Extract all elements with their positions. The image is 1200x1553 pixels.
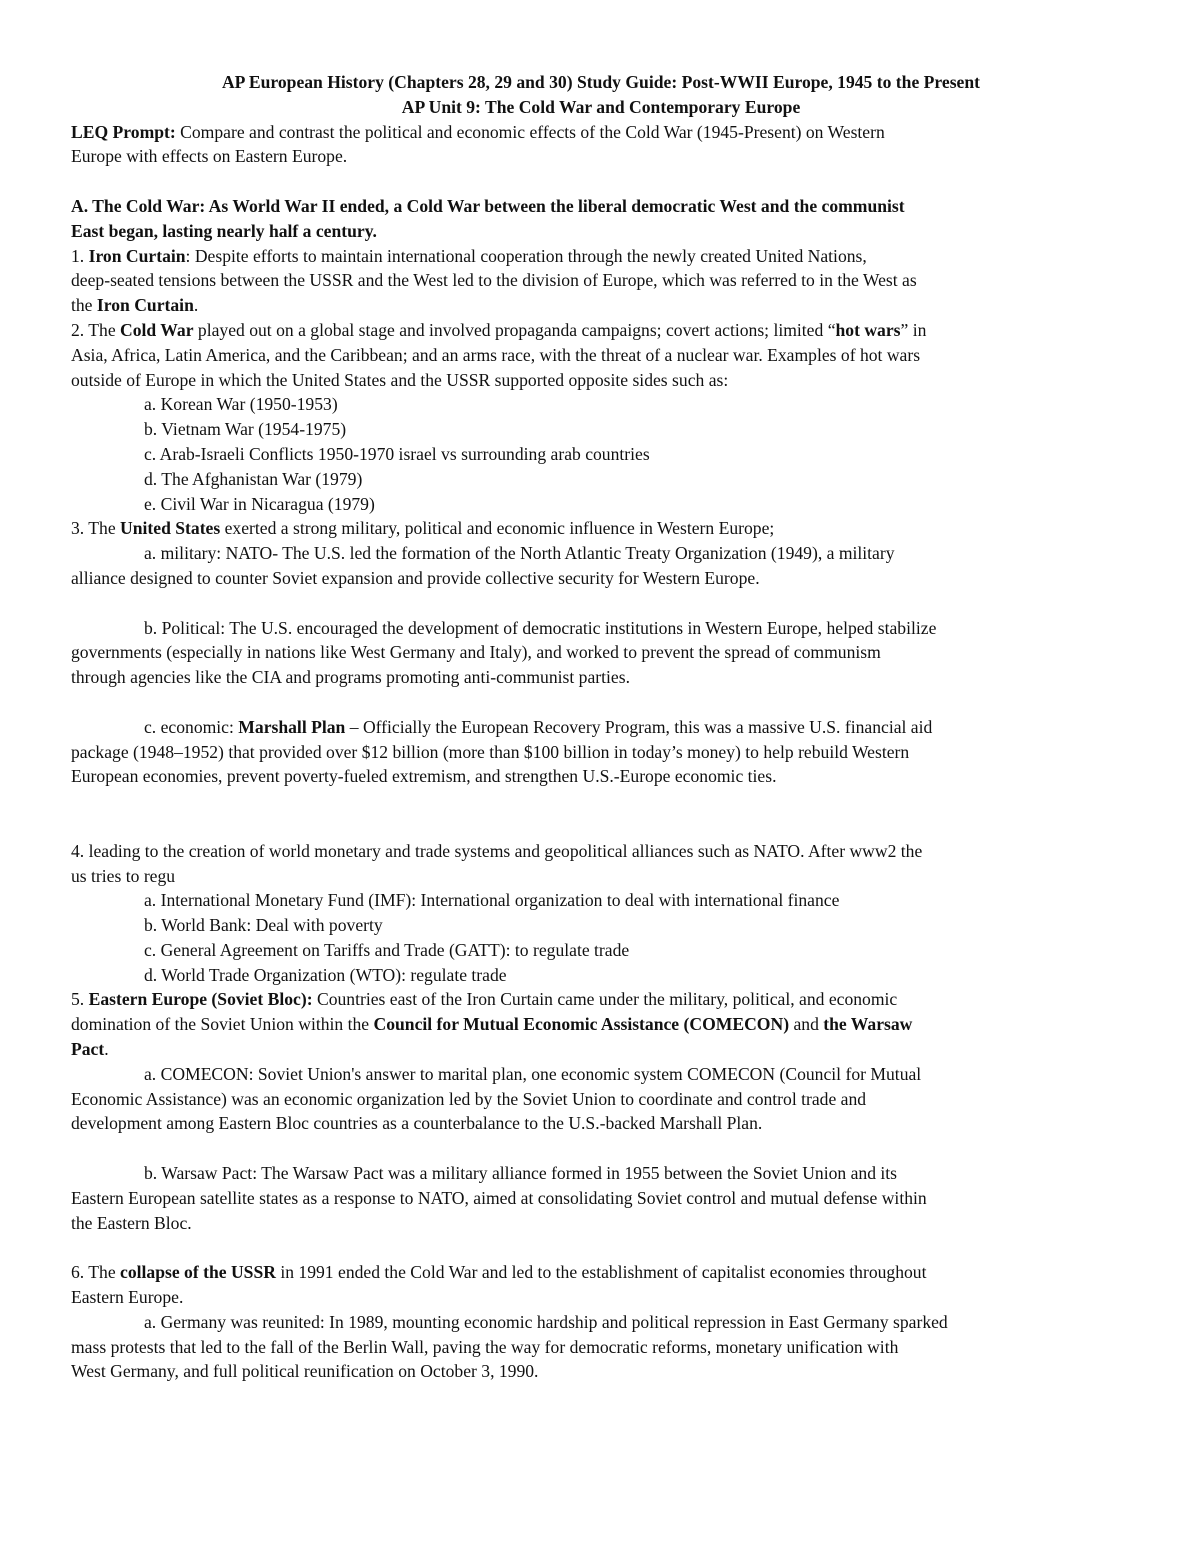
section-a-heading: A. The Cold War: As World War II ended, a Cold War between the liberal democratic West and the communist East began, lasting nearly half a century. <box>71 195 905 241</box>
list-item: d. World Trade Organization (WTO): regulate trade <box>144 964 507 985</box>
term-hot-wars: hot wars <box>835 319 901 340</box>
term-iron-curtain-2: Iron Curtain <box>96 295 194 316</box>
list-item: b. Vietnam War (1954-1975) <box>144 419 347 440</box>
item-4: 4. leading to the creation of world monetary and trade systems and geopolitical alliances such as NATO. After www2 the us tries to regu a. International Monetary Fund (IMF): International organization to deal with international finance b. World Bank: Deal with poverty c. General Agreement on Tariffs and Trade (GATT): to regulate trade d. World Trade Organization (WTO): regulate trade <box>71 839 1131 988</box>
list-item: a. Korean War (1950-1953) <box>144 394 338 415</box>
page-subtitle: AP Unit 9: The Cold War and Contemporary Europe <box>401 96 801 117</box>
leq-label: LEQ Prompt: <box>71 121 176 142</box>
list-item: c. General Agreement on Tariffs and Trade (GATT): to regulate trade <box>144 939 630 960</box>
term-marshall-plan: Marshall Plan <box>238 716 346 737</box>
leq-text-cont: Europe with effects on Eastern Europe. <box>71 146 348 167</box>
list-item: a. International Monetary Fund (IMF): International organization to deal with international finance <box>144 890 840 911</box>
item-3: 3. The United States exerted a strong military, political and economic influence in Western Europe; a. military: NATO- The U.S. led the formation of the North Atlantic Treaty Organization (1949), a military alliance designed to counter Soviet expansion and provide collective security for Western Europe. b. Political: The U.S. encouraged the development of democratic institutions in Western Europe, helped stabilize governments (especially in nations like West Germany and Italy), and worked to prevent the spread of communism through agencies like the CIA and programs promoting anti-communist parties. c. economic: Marshall Plan – Officially the European Recovery Program, this was a massive U.S. financial aid package (1948–1952) that provided over $12 billion (more than $100 billion in today’s money) to help rebuild Western European economies, prevent poverty-fueled extremism, and strengthen U.S.-Europe economic ties. <box>71 518 937 787</box>
item-2: 2. The Cold War played out on a global stage and involved propaganda campaigns; covert actions; limited “hot wars” in Asia, Africa, Latin America, and the Caribbean; and an arms race, with the threat of a nuclear war. Examples of hot wars outside of Europe in which the United States and the USSR supported opposite sides such as: a. Korean War (1950-1953) b. Vietnam War (1954-1975) c. Arab-Israeli Conflicts 1950-1970 israel vs surrounding arab countries d. The Afghanistan War (1979) e. Civil War in Nicaragua (1979) <box>71 318 1131 516</box>
item-6: 6. The collapse of the USSR in 1991 ended the Cold War and led to the establishment of capitalist economies throughout Eastern Europe. a. Germany was reunited: In 1989, mounting economic hardship and political repression in East Germany sparked mass protests that led to the fall of the Berlin Wall, paving the way for democratic reforms, monetary unification with West Germany, and full political reunification on October 3, 1990. <box>71 1262 948 1382</box>
list-item: e. Civil War in Nicaragua (1979) <box>144 493 375 514</box>
term-cold-war: Cold War <box>120 319 194 340</box>
term-pact: Pact <box>71 1039 105 1060</box>
term-eastern-europe: Eastern Europe (Soviet Bloc): <box>88 989 313 1010</box>
list-item: d. The Afghanistan War (1979) <box>144 468 363 489</box>
term-iron-curtain: Iron Curtain <box>88 245 186 266</box>
term-warsaw: the Warsaw <box>823 1014 913 1035</box>
term-united-states: United States <box>120 518 221 539</box>
item-1: 1. Iron Curtain: Despite efforts to maintain international cooperation through the newly created United Nations, deep-seated tensions between the USSR and the West led to the division of Europe, which was referred to in the West as the Iron Curtain. <box>71 245 917 316</box>
leq-prompt <box>71 120 1131 170</box>
study-guide-page <box>71 70 1131 1384</box>
list-item: c. Arab-Israeli Conflicts 1950-1970 israel vs surrounding arab countries <box>144 443 650 464</box>
item-5: 5. Eastern Europe (Soviet Bloc): Countries east of the Iron Curtain came under the military, political, and economic domination of the Soviet Union within the Council for Mutual Economic Assistance (COMECON) and the Warsaw Pact. a. COMECON: Soviet Union's answer to marital plan, one economic system COMECON (Council for Mutual Economic Assistance) was an economic organization led by the Soviet Union to coordinate and control trade and development among Eastern Bloc countries as a counterbalance to the U.S.-backed Marshall Plan. b. Warsaw Pact: The Warsaw Pact was a military alliance formed in 1955 between the Soviet Union and its Eastern European satellite states as a response to NATO, aimed at consolidating Soviet control and mutual defense within the Eastern Bloc. <box>71 989 927 1233</box>
leq-text: Compare and contrast the political and economic effects of the Cold War (1945-Present) on Western <box>175 121 885 142</box>
term-collapse-ussr: collapse of the USSR <box>120 1262 276 1283</box>
page-title: AP European History (Chapters 28, 29 and 30) Study Guide: Post-WWII Europe, 1945 to the Present <box>221 72 981 92</box>
list-item: b. World Bank: Deal with poverty <box>144 915 383 936</box>
term-comecon: Council for Mutual Economic Assistance (COMECON) <box>373 1014 790 1035</box>
